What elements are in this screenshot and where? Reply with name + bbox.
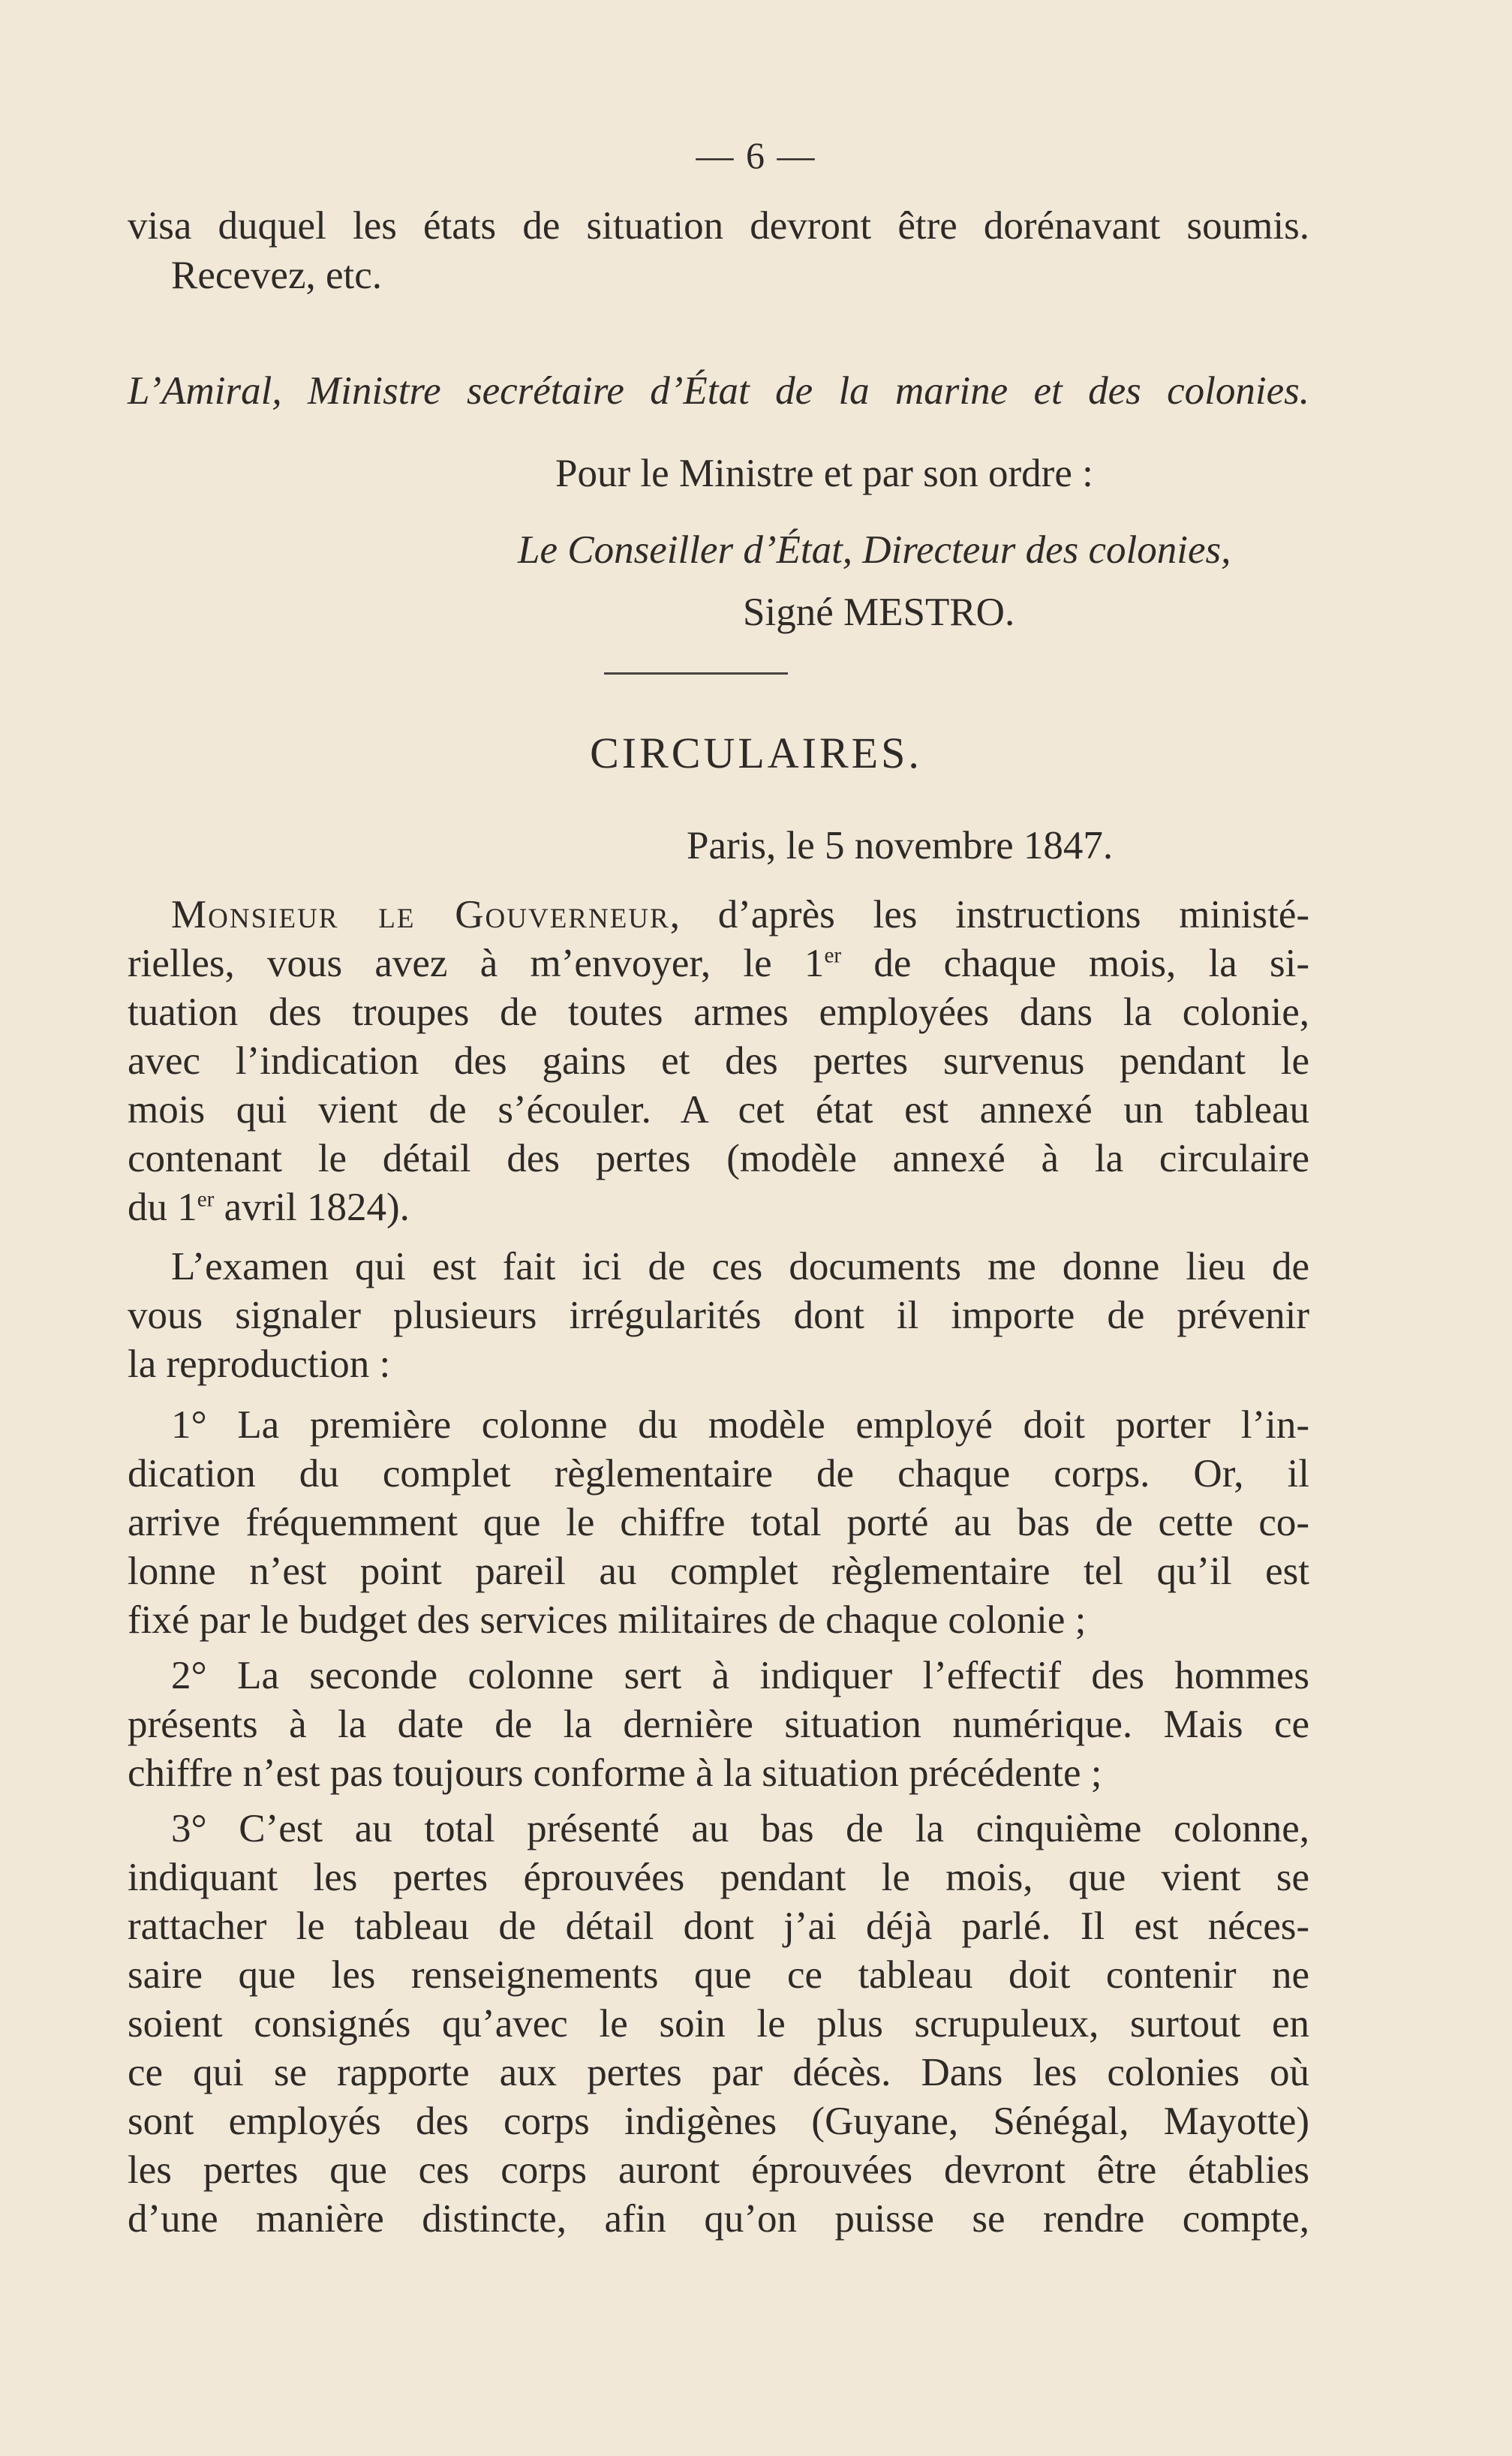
paragraph-line: ce qui se rapporte aux pertes par décès. Dans les colonies où <box>128 2051 1309 2094</box>
salutation: Monsieur le Gouverneur <box>171 893 670 936</box>
director-line: Le Conseiller d’État, Directeur des colonies, <box>518 528 1231 572</box>
paragraph-line: arrive fréquemment que le chiffre total porté au bas de cette co- <box>128 1501 1309 1544</box>
text-span: rielles, vous avez à m’envoyer, le 1 <box>128 942 825 985</box>
paragraph-line <box>128 1183 1309 1232</box>
paragraph-line: L’examen qui est fait ici de ces documents me donne lieu de <box>171 1245 1309 1288</box>
paragraph-line: vous signaler plusieurs irrégularités dont il importe de prévenir <box>128 1294 1309 1337</box>
paragraph-line: saire que les renseignements que ce tableau doit contenir ne <box>128 1953 1309 1997</box>
paragraph-line: 1° La première colonne du modèle employé doit porter l’in- <box>171 1403 1309 1447</box>
paragraph-line <box>128 890 1309 939</box>
paragraph-line: contenant le détail des pertes (modèle annexé à la circulaire <box>128 1137 1309 1180</box>
section-heading: CIRCULAIRES. <box>590 729 922 777</box>
section-divider <box>604 672 788 675</box>
paragraph-line: soient consignés qu’avec le soin le plus scrupuleux, surtout en <box>128 2002 1309 2046</box>
superscript: er <box>197 1187 215 1212</box>
paragraph-line: tuation des troupes de toutes armes employées dans la colonie, <box>128 991 1309 1034</box>
letter-closing: Recevez, etc. <box>171 254 382 297</box>
paragraph-line: mois qui vient de s’écouler. A cet état est annexé un tableau <box>128 1088 1309 1132</box>
paragraph-line: rattacher le tableau de détail dont j’ai déjà parlé. Il est néces- <box>128 1904 1309 1948</box>
signatory-title: L’Amiral, Ministre secrétaire d’État de la marine et des colonies. <box>128 369 1309 413</box>
paragraph-line: présents à la date de la dernière situation numérique. Mais ce <box>128 1703 1309 1746</box>
paragraph-line: les pertes que ces corps auront éprouvées devront être établies <box>128 2148 1309 2192</box>
letter-line: visa duquel les états de situation devront être dorénavant soumis. <box>128 204 1309 248</box>
paragraph-line: dication du complet règlementaire de chaque corps. Or, il <box>128 1452 1309 1496</box>
paragraph-line: 3° C’est au total présenté au bas de la cinquième colonne, <box>171 1807 1309 1850</box>
text-span: avril 1824). <box>214 1186 410 1229</box>
page-number: — 6 — <box>696 134 816 176</box>
superscript: er <box>824 943 842 968</box>
signature-line: Signé MESTRO. <box>743 591 1015 634</box>
paragraph-line: lonne n’est point pareil au complet règlementaire tel qu’il est <box>128 1550 1309 1593</box>
text-span: du 1 <box>128 1186 197 1229</box>
dateline: Paris, le 5 novembre 1847. <box>687 824 1114 867</box>
by-order-line: Pour le Ministre et par son ordre : <box>555 452 1093 495</box>
paragraph-line: la reproduction : <box>128 1342 391 1386</box>
paragraph-line: 2° La seconde colonne sert à indiquer l’effectif des hommes <box>171 1654 1309 1697</box>
paragraph-line: indiquant les pertes éprouvées pendant le mois, que vient se <box>128 1856 1309 1899</box>
paragraph-line: avec l’indication des gains et des pertes survenus pendant le <box>128 1039 1309 1083</box>
paragraph-line: d’une manière distincte, afin qu’on puisse se rendre compte, <box>128 2197 1309 2241</box>
paragraph-line: sont employés des corps indigènes (Guyane, Sénégal, Mayotte) <box>128 2100 1309 2143</box>
paragraph-line: chiffre n’est pas toujours conforme à la situation précédente ; <box>128 1751 1102 1795</box>
text-span: , d’après les instructions ministé- <box>669 893 1310 936</box>
paragraph-line <box>128 939 1309 988</box>
text-span: de chaque mois, la si- <box>841 942 1310 985</box>
paragraph-line: fixé par le budget des services militaires de chaque colonie ; <box>128 1598 1087 1642</box>
